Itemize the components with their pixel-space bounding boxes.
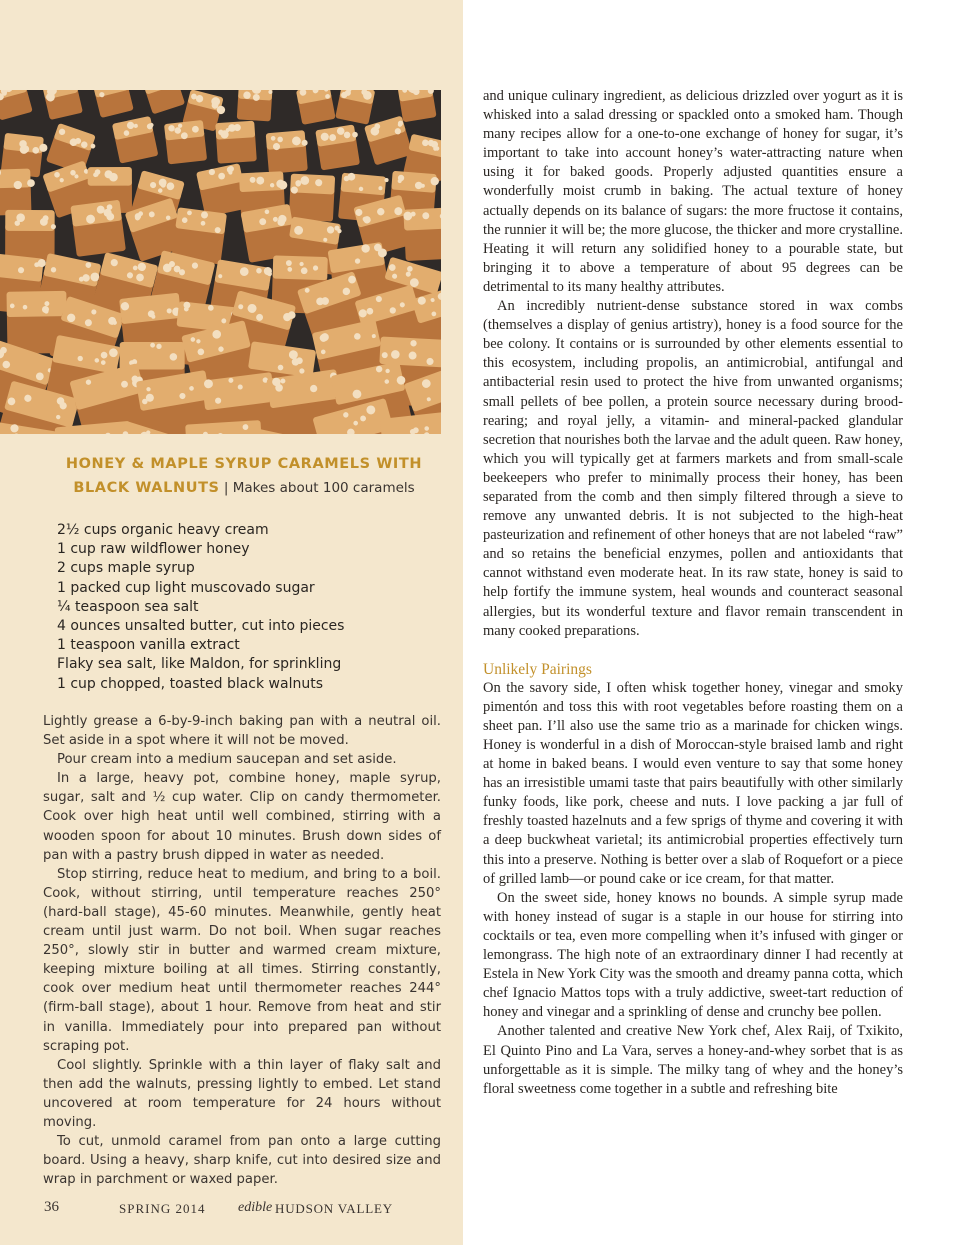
ingredient-item: 2½ cups organic heavy cream	[57, 522, 269, 538]
page-number: 36	[44, 1199, 59, 1215]
ingredient-item: 1 cup chopped, toasted black walnuts	[57, 675, 323, 692]
caramel-illustration	[0, 90, 441, 434]
method-paragraph: Lightly grease a 6-by-9-inch baking pan with a neutral oil. Set aside in a spot where it will not be moved.	[43, 714, 441, 749]
article-column	[483, 87, 903, 1099]
ingredient-item: 1 packed cup light muscovado sugar	[57, 579, 315, 596]
caramel-piece	[289, 174, 335, 222]
method-paragraph: Stop stirring, reduce heat to medium, and bring to a boil. Cook, without stirring, until temperature reaches 250° (hard-ball stage), 45-60 minutes. Meanwhile, gently heat cream until just warm. Do not boil. When sugar reaches 250°, slowly stir in butter and warmed cream mixture, keeping mixture boiling at all times. Stirring constantly, cook over medium heat until thermometer reaches 244° (firm-ball stage), about 1 hour. Remove from heat and stir in vanilla. Immediately pour into prepared pan without scraping pot.	[43, 866, 441, 1054]
article-paragraph: On the savory side, I often whisk together honey, vinegar and smoky pimentón and toss this with root vegetables before roasting them on a sheet pan. I’ll also use the same trio as a marinade for chicken wings. Honey is wonderful in a dish of Moroccan-style braised lamb and right at home in baked beans. I would even venture to say that some honey has an irresistible umami taste that pairs beautifully with other similarly funky foods, like pork, cheese and nuts. I love packing a jar full of freshly toasted hazelnuts and a few sprigs of thyme and covering it with a deep buckwheat varietal; its antimicrobial properties effectively turn this into a preserve. Nothing is better over a slab of Roquefort or a piece of grilled lamb—or pound cake or ice cream, for that matter.	[483, 679, 903, 887]
caramel-photo	[0, 90, 441, 434]
recipe-method	[43, 712, 441, 1189]
caramel-piece	[403, 207, 441, 261]
recipe-title-line2-row	[44, 476, 444, 500]
caramel-piece	[296, 90, 336, 125]
recipe-yield: | Makes about 100 caramels	[219, 480, 415, 496]
ingredient-item: 4 ounces unsalted butter, cut into pieces	[57, 618, 345, 635]
method-paragraph: Pour cream into a medium saucepan and set aside.	[57, 752, 397, 768]
article-paragraph: and unique culinary ingredient, as delicious drizzled over yogurt as it is whisked into a salad dressing or spackled onto a smoked ham. Though many recipes allow for a one-to-one exchange of honey for sugar, it’s important to take into account honey’s water-attracting nature when using it for baked goods. Properly adjusted quantities ensure a wonderfully moist crumb in baking. The actual texture of honey actually depends on its balance of sugars: the more fructose it contains, the runnier it will be; the more glucose, the thicker and more crystalline. Heating it will return any solidified honey to a pourable state, but bringing it to above a temperature of about 95 degrees can be detrimental to its many healthy attributes.	[483, 88, 903, 295]
article-paragraph: On the sweet side, honey knows no bounds. A simple syrup made with honey instead of sugar is a staple in our house for stirring into cocktails or tea, even more compelling when it’s infused with ginger or lemongrass. The high note of an extraordinary dinner I had recently at Estela in New York City was the smooth and dreamy panna cotta, which chef Ignacio Mattos tops with a truly addictive, sweet-tart reduction of honey and vinegar and a sprinkling of dense and crunchy bee pollen.	[483, 889, 903, 1021]
method-paragraph: To cut, unmold caramel from pan onto a large cutting board. Using a heavy, sharp knife, cut into desired size and wrap in parchment or waxed paper.	[43, 1134, 441, 1188]
recipe-title-line1: HONEY & MAPLE SYRUP CARAMELS WITH	[65, 456, 423, 472]
brand-name: HUDSON VALLEY	[275, 1201, 393, 1216]
recipe-title-line2: BLACK WALNUTS	[73, 480, 220, 496]
brand-italic: edible	[238, 1200, 273, 1215]
ingredient-list	[57, 521, 344, 694]
recipe-title	[44, 452, 444, 500]
caramel-piece	[5, 210, 56, 261]
ingredient-item: 1 cup raw wildflower honey	[57, 541, 250, 558]
method-paragraph: In a large, heavy pot, combine honey, maple syrup, sugar, salt and ½ cup water. Clip on candy thermometer. Cook over high heat until well combined, stirring with a wooden spoon for about 10 minutes. Brush down sides of pan with a pastry brush dipped in water as needed.	[43, 771, 441, 863]
caramel-piece	[237, 90, 273, 121]
ingredient-item: Flaky sea salt, like Maldon, for sprinkling	[57, 656, 342, 673]
article-paragraph: Another talented and creative New York chef, Alex Raij, of Txikito, El Quinto Pino and La Vara, serves a honey-and-whey sorbet that is as unforgettable as it is simple. The milky tang of whey and the honey’s floral sweetness come together in a subtle and refreshing bite	[483, 1023, 903, 1097]
section-heading: Unlikely Pairings	[483, 660, 592, 678]
caramel-piece	[164, 120, 207, 164]
caramel-piece	[70, 200, 126, 257]
issue-label: SPRING 2014	[119, 1201, 206, 1216]
recipe-panel	[0, 0, 463, 1245]
caramel-piece	[215, 121, 257, 164]
ingredient-item: 1 teaspoon vanilla extract	[57, 637, 240, 654]
ingredient-item: ¼ teaspoon sea salt	[57, 598, 199, 615]
article-paragraph: An incredibly nutrient-dense substance stored in wax combs (themselves a display of genius artistry), honey is a food source for the bee colony. It contains or is surrounded by other elements essential to this ecosystem, including propolis, an antimicrobial, antifungal and antibacterial resin used to protect the hive from unwanted organisms; small pellets of bee pollen, a protein source necessary during brood-rearing; and royal jelly, a vitamin- and mineral-packed glandular secretion that nourishes both the larvae and the adult queen. Raw honey, which you will typically get at farmers markets and from small-scale beekeepers who prefer to minimally process their honey, has been separated from the comb and then simply filtered through a sieve to remove any unwanted debris. It is not subjected to the high-heat pasteurization and refinement of other honeys that are not labeled “raw” and so retains the beneficial enzymes, pollen and antioxidants that cannot withstand even moderate heat. In its raw state, honey is said to help fortify the immune system, heal wounds and counteract seasonal allergies, but its wonderful texture and flavor remain transcendent in many cooked preparations.	[483, 298, 903, 639]
ingredient-item: 2 cups maple syrup	[57, 560, 195, 577]
caramel-piece	[398, 90, 439, 122]
method-paragraph: Cool slightly. Sprinkle with a thin layer of flaky salt and then add the walnuts, pressing lightly to embed. Let stand uncovered at room temperature for 24 hours without moving.	[43, 1057, 441, 1130]
caramel-piece	[266, 130, 310, 174]
